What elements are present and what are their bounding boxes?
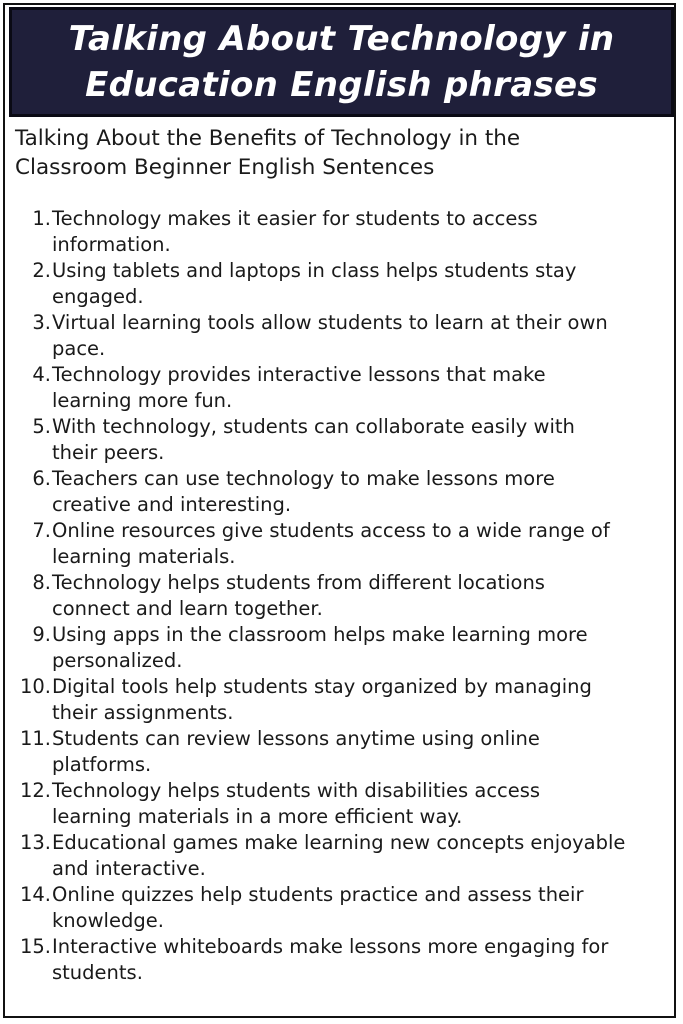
- list-item: [0, 726, 683, 778]
- list-item: [0, 674, 683, 726]
- list-item: [0, 362, 683, 414]
- list-item-number: 1.: [32, 207, 51, 230]
- list-item-number: 7.: [32, 519, 51, 542]
- list-item-text-line: Technology helps students from different locations: [52, 571, 545, 594]
- list-item: [0, 570, 683, 622]
- list-item-text: [51, 778, 667, 830]
- list-item-number: 9.: [32, 623, 51, 646]
- list-item-number: 8.: [32, 571, 51, 594]
- list-item-text: [51, 310, 667, 362]
- list-item: [0, 258, 683, 310]
- list-item-text-line: learning materials.: [52, 545, 236, 568]
- list-item-text: [51, 258, 667, 310]
- list-item-text-line: platforms.: [52, 753, 152, 776]
- list-item-number: 5.: [32, 415, 51, 438]
- list-item-text-line: Teachers can use technology to make lessons more: [52, 467, 555, 490]
- list-item-text: [51, 622, 667, 674]
- list-item-number: 2.: [32, 259, 51, 282]
- list-item-text: [51, 674, 667, 726]
- list-item-text-line: learning materials in a more efficient way.: [52, 805, 463, 828]
- list-item-number: 6.: [32, 467, 51, 490]
- list-item-text: [51, 830, 667, 882]
- list-item-text-line: With technology, students can collaborate easily with: [52, 415, 575, 438]
- list-item-text: [51, 206, 667, 258]
- list-item-text-line: learning more fun.: [52, 389, 233, 412]
- list-item-text-line: Technology helps students with disabilities access: [52, 779, 541, 802]
- list-item-text-line: Educational games make learning new concepts enjoyable: [52, 831, 626, 854]
- list-item-text: [51, 882, 667, 934]
- list-item-number: 12.: [19, 779, 51, 802]
- list-item-text-line: Digital tools help students stay organized by managing: [52, 675, 592, 698]
- list-item-text: [51, 726, 667, 778]
- list-item-number: 10.: [19, 675, 51, 698]
- list-item-text-line: Online quizzes help students practice and assess their: [52, 883, 584, 906]
- list-item-text-line: Students can review lessons anytime using online: [52, 727, 540, 750]
- list-item-text-line: and interactive.: [52, 857, 206, 880]
- list-item-number: 11.: [19, 727, 51, 750]
- list-item-text-line: pace.: [52, 337, 106, 360]
- list-item-text: [51, 414, 667, 466]
- list-item-text-line: Technology provides interactive lessons that make: [52, 363, 546, 386]
- list-item-text-line: Online resources give students access to a wide range of: [52, 519, 610, 542]
- list-item: [0, 778, 683, 830]
- list-item-number: 14.: [19, 883, 51, 906]
- title-line-1: Talking About Technology in: [68, 19, 615, 59]
- list-item-text-line: Using apps in the classroom helps make learning more: [52, 623, 588, 646]
- list-item-text-line: Interactive whiteboards make lessons more engaging for: [52, 935, 609, 958]
- list-item-text-line: Using tablets and laptops in class helps students stay: [52, 259, 577, 282]
- list-item-text: [51, 934, 667, 986]
- title-line-2: Education English phrases: [85, 65, 598, 105]
- list-item: [0, 622, 683, 674]
- list-item-text-line: connect and learn together.: [52, 597, 323, 620]
- subtitle-line-1: Talking About the Benefits of Technology in the: [15, 126, 521, 151]
- list-item-text: [51, 362, 667, 414]
- list-item: [0, 206, 683, 258]
- list-item-number: 13.: [19, 831, 51, 854]
- list-item-text-line: knowledge.: [52, 909, 164, 932]
- list-item-text-line: information.: [52, 233, 171, 256]
- list-item-text-line: Virtual learning tools allow students to learn at their own: [52, 311, 608, 334]
- list-item-number: 4.: [32, 363, 51, 386]
- list-item: [0, 518, 683, 570]
- list-item-text-line: creative and interesting.: [52, 493, 292, 516]
- list-item-number: 15.: [19, 935, 51, 958]
- list-item-text-line: engaged.: [52, 285, 144, 308]
- list-item-text: [51, 518, 667, 570]
- list-item: [0, 934, 683, 986]
- phrase-list: [0, 206, 683, 986]
- list-item: [0, 310, 683, 362]
- list-item-number: 3.: [32, 311, 51, 334]
- list-item-text-line: personalized.: [52, 649, 183, 672]
- title-banner: [9, 7, 674, 117]
- list-item-text: [51, 570, 667, 622]
- list-item: [0, 830, 683, 882]
- list-item: [0, 882, 683, 934]
- list-item-text-line: students.: [52, 961, 143, 984]
- section-subtitle: [15, 124, 665, 182]
- list-item: [0, 414, 683, 466]
- list-item: [0, 466, 683, 518]
- list-item-text-line: their assignments.: [52, 701, 234, 724]
- list-item-text: [51, 466, 667, 518]
- subtitle-line-2: Classroom Beginner English Sentences: [15, 155, 435, 180]
- list-item-text-line: their peers.: [52, 441, 165, 464]
- list-item-text-line: Technology makes it easier for students to access: [52, 207, 538, 230]
